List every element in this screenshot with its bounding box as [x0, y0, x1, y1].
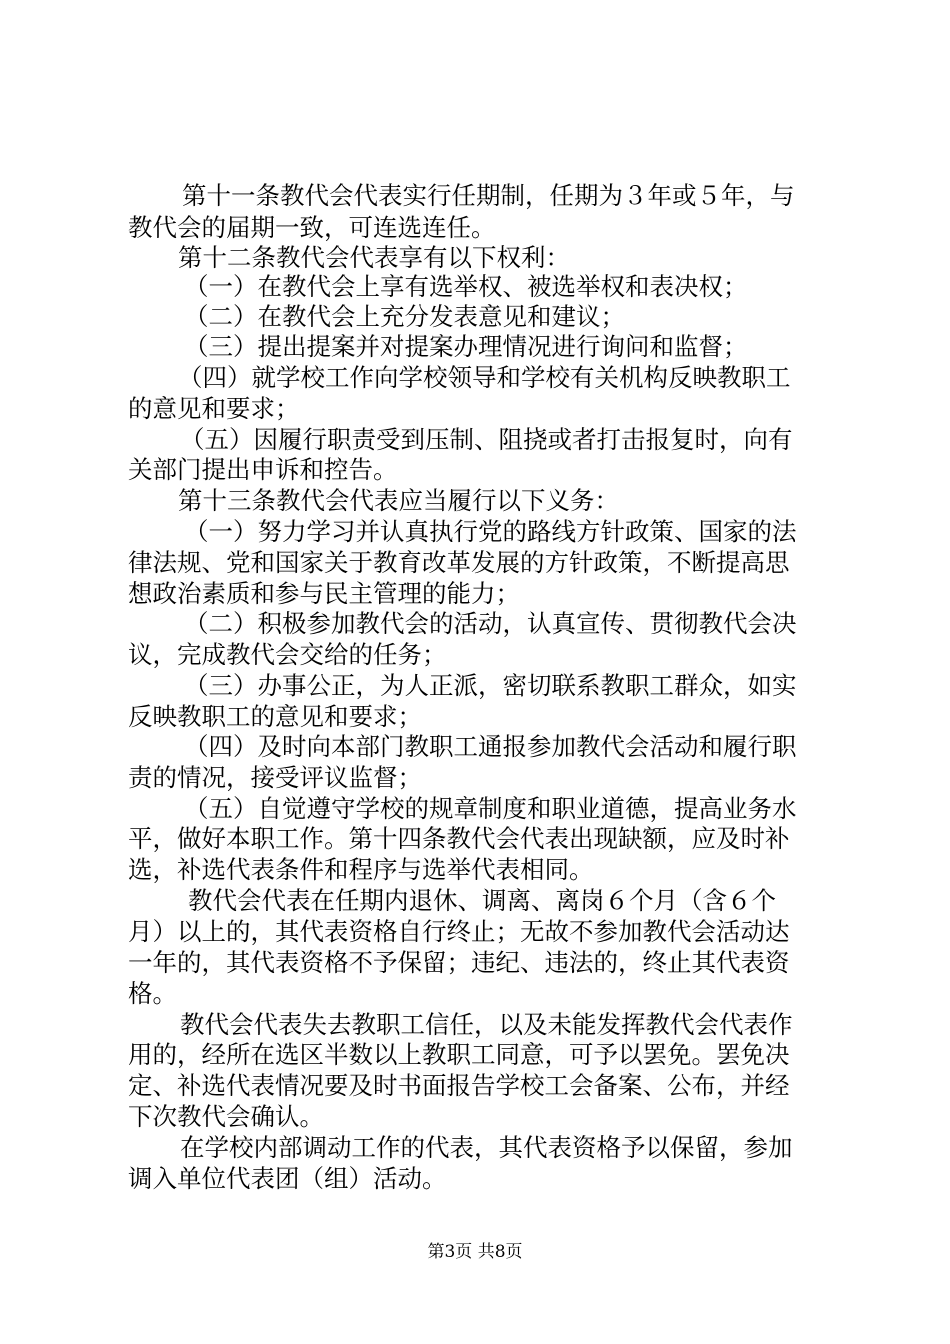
- text-line: 议，完成教代会交给的任务；: [128, 640, 447, 669]
- text-line: 在学校内部调动工作的代表，其代表资格予以保留，参加: [180, 1133, 793, 1162]
- text-line: 教代会代表在任期内退休、调离、离岗６个月（含６个: [188, 886, 776, 915]
- text-line: （五）自觉遵守学校的规章制度和职业道德，提高业务水: [184, 794, 797, 823]
- text-line: （三）办事公正，为人正派，密切联系教职工群众，如实: [184, 671, 797, 700]
- text-line: （二）积极参加教代会的活动，认真宣传、贯彻教代会决: [184, 609, 797, 638]
- text-line: （四）及时向本部门教职工通报参加教代会活动和履行职: [184, 732, 797, 761]
- text-line: 反映教职工的意见和要求；: [128, 702, 422, 731]
- text-line: 用的，经所在选区半数以上教职工同意，可予以罢免。罢免决: [128, 1040, 790, 1069]
- text-line: 定、补选代表情况要及时书面报告学校工会备案、公布，并经: [128, 1071, 790, 1100]
- text-line: 选，补选代表条件和程序与选举代表相同。: [128, 855, 594, 884]
- page-number: 第3页 共8页: [427, 1242, 523, 1262]
- text-line: 想政治素质和参与民主管理的能力；: [128, 579, 520, 608]
- text-line: 教代会的届期一致，可连选连任。: [128, 213, 496, 242]
- text-line: （一）在教代会上享有选举权、被选举权和表决权；: [184, 272, 748, 301]
- text-line: （三）提出提案并对提案办理情况进行询问和监督；: [184, 332, 748, 361]
- text-line: 责的情况，接受评议监督；: [128, 763, 422, 792]
- text-line: （一）努力学习并认真执行党的路线方针政策、国家的法: [184, 517, 797, 546]
- text-line: （五）因履行职责受到压制、阻挠或者打击报复时，向有: [180, 425, 793, 454]
- text-line: 下次教代会确认。: [128, 1102, 324, 1131]
- text-line: 第十三条教代会代表应当履行以下义务：: [178, 486, 619, 515]
- text-line: 的意见和要求；: [128, 394, 300, 423]
- text-line: 调入单位代表团（组）活动。: [128, 1164, 447, 1193]
- text-line: 第十二条教代会代表享有以下权利：: [178, 243, 570, 272]
- text-line: 月）以上的，其代表资格自行终止；无故不参加教代会活动达: [128, 917, 790, 946]
- text-line: 律法规、党和国家关于教育改革发展的方针政策，不断提高思: [128, 548, 790, 577]
- text-line: 教代会代表失去教职工信任，以及未能发挥教代会代表作: [180, 1010, 793, 1039]
- text-line: （二）在教代会上充分发表意见和建议；: [184, 302, 625, 331]
- text-line: （四）就学校工作向学校领导和学校有关机构反映教职工: [178, 363, 791, 392]
- text-line: 一年的，其代表资格不予保留；违纪、违法的，终止其代表资: [128, 948, 790, 977]
- text-line: 第十一条教代会代表实行任期制，任期为３年或５年，与: [182, 181, 795, 210]
- text-line: 格。: [128, 979, 177, 1008]
- text-line: 关部门提出申诉和控告。: [128, 455, 398, 484]
- text-line: 平，做好本职工作。第十四条教代会代表出现缺额，应及时补: [128, 824, 790, 853]
